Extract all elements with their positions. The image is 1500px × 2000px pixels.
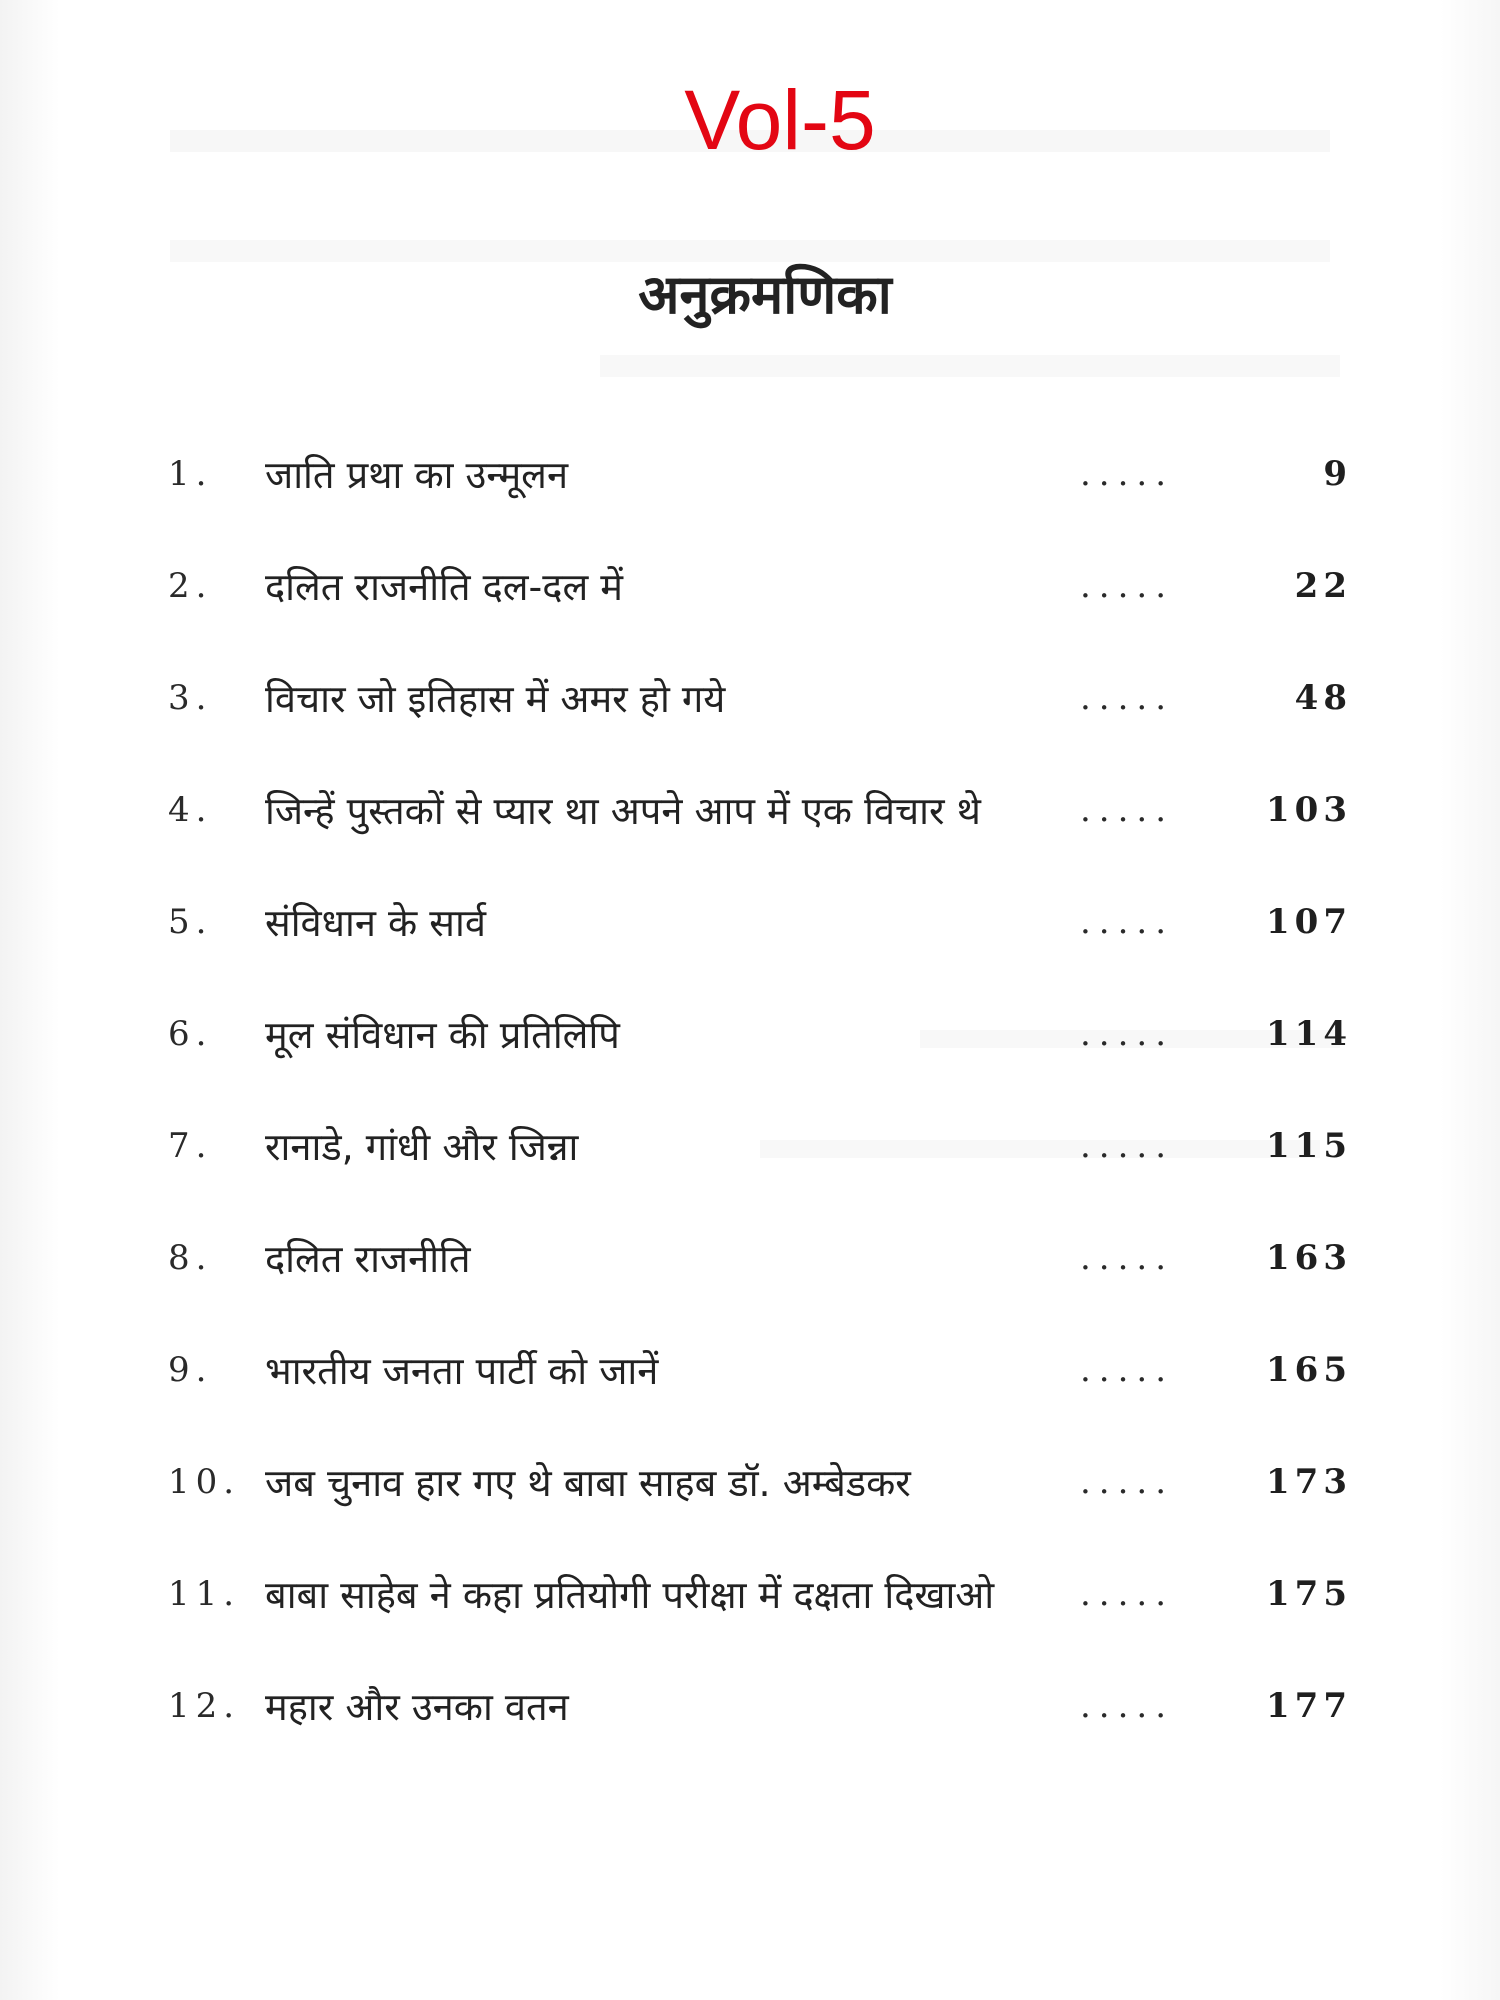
dot-leader: .....: [1080, 1462, 1175, 1502]
toc-entry: [168, 1008, 1368, 1120]
entry-title: रानाडे, गांधी और जिन्ना: [265, 1125, 579, 1169]
entry-page-number: 175: [1266, 1574, 1352, 1614]
entry-title: मूल संविधान की प्रतिलिपि: [265, 1013, 620, 1057]
entry-number: 4.: [168, 790, 213, 830]
entry-number: 7.: [168, 1126, 213, 1166]
entry-number: 8.: [168, 1238, 213, 1278]
toc-entry: [168, 784, 1368, 896]
bleed-through-mark: [170, 240, 1330, 262]
entry-title: संविधान के सार्व: [265, 901, 486, 945]
entry-page-number: 173: [1266, 1462, 1352, 1502]
bleed-through-mark: [600, 355, 1340, 377]
toc-entry: [168, 672, 1368, 784]
toc-entry: [168, 1232, 1368, 1344]
entry-title: जाति प्रथा का उन्मूलन: [265, 453, 569, 497]
toc-entry: [168, 1568, 1368, 1680]
toc-entry: [168, 1344, 1368, 1456]
entry-number: 6.: [168, 1014, 213, 1054]
page-title: अनुक्रमणिका: [638, 263, 892, 326]
dot-leader: .....: [1080, 1126, 1175, 1166]
entry-number: 9.: [168, 1350, 213, 1390]
dot-leader: .....: [1080, 678, 1175, 718]
entry-page-number: 115: [1266, 1126, 1352, 1166]
entry-page-number: 9: [1323, 454, 1352, 494]
entry-title: बाबा साहेब ने कहा प्रतियोगी परीक्षा में दक्षता दिखाओ: [265, 1573, 995, 1617]
dot-leader: .....: [1080, 1350, 1175, 1390]
entry-page-number: 177: [1266, 1686, 1352, 1726]
entry-page-number: 22: [1294, 566, 1352, 606]
entry-title: दलित राजनीति दल-दल में: [265, 565, 624, 609]
dot-leader: .....: [1080, 1238, 1175, 1278]
entry-number: 3.: [168, 678, 213, 718]
table-of-contents: [168, 448, 1368, 1792]
entry-number: 12.: [168, 1686, 241, 1726]
volume-label: Vol-5: [684, 73, 876, 167]
entry-number: 2.: [168, 566, 213, 606]
dot-leader: .....: [1080, 790, 1175, 830]
dot-leader: .....: [1080, 454, 1175, 494]
dot-leader: .....: [1080, 566, 1175, 606]
entry-title: विचार जो इतिहास में अमर हो गये: [265, 677, 726, 721]
entry-page-number: 163: [1266, 1238, 1352, 1278]
entry-number: 1.: [168, 454, 213, 494]
dot-leader: .....: [1080, 1686, 1175, 1726]
entry-title: महार और उनका वतन: [265, 1685, 569, 1729]
toc-entry: [168, 1120, 1368, 1232]
toc-entry: [168, 1680, 1368, 1792]
toc-entry: [168, 1456, 1368, 1568]
entry-title: भारतीय जनता पार्टी को जानें: [265, 1349, 659, 1393]
entry-number: 10.: [168, 1462, 241, 1502]
dot-leader: .....: [1080, 1014, 1175, 1054]
entry-title: जब चुनाव हार गए थे बाबा साहब डॉ. अम्बेडकर: [265, 1461, 911, 1505]
entry-title: जिन्हें पुस्तकों से प्यार था अपने आप में एक विचार थे: [265, 789, 981, 833]
entry-page-number: 114: [1266, 1014, 1352, 1054]
entry-title: दलित राजनीति: [265, 1237, 471, 1281]
dot-leader: .....: [1080, 902, 1175, 942]
entry-number: 11.: [168, 1574, 241, 1614]
entry-page-number: 48: [1294, 678, 1352, 718]
entry-number: 5.: [168, 902, 213, 942]
entry-page-number: 107: [1266, 902, 1352, 942]
toc-entry: [168, 448, 1368, 560]
entry-page-number: 165: [1266, 1350, 1352, 1390]
entry-page-number: 103: [1266, 790, 1352, 830]
toc-entry: [168, 896, 1368, 1008]
toc-entry: [168, 560, 1368, 672]
dot-leader: .....: [1080, 1574, 1175, 1614]
